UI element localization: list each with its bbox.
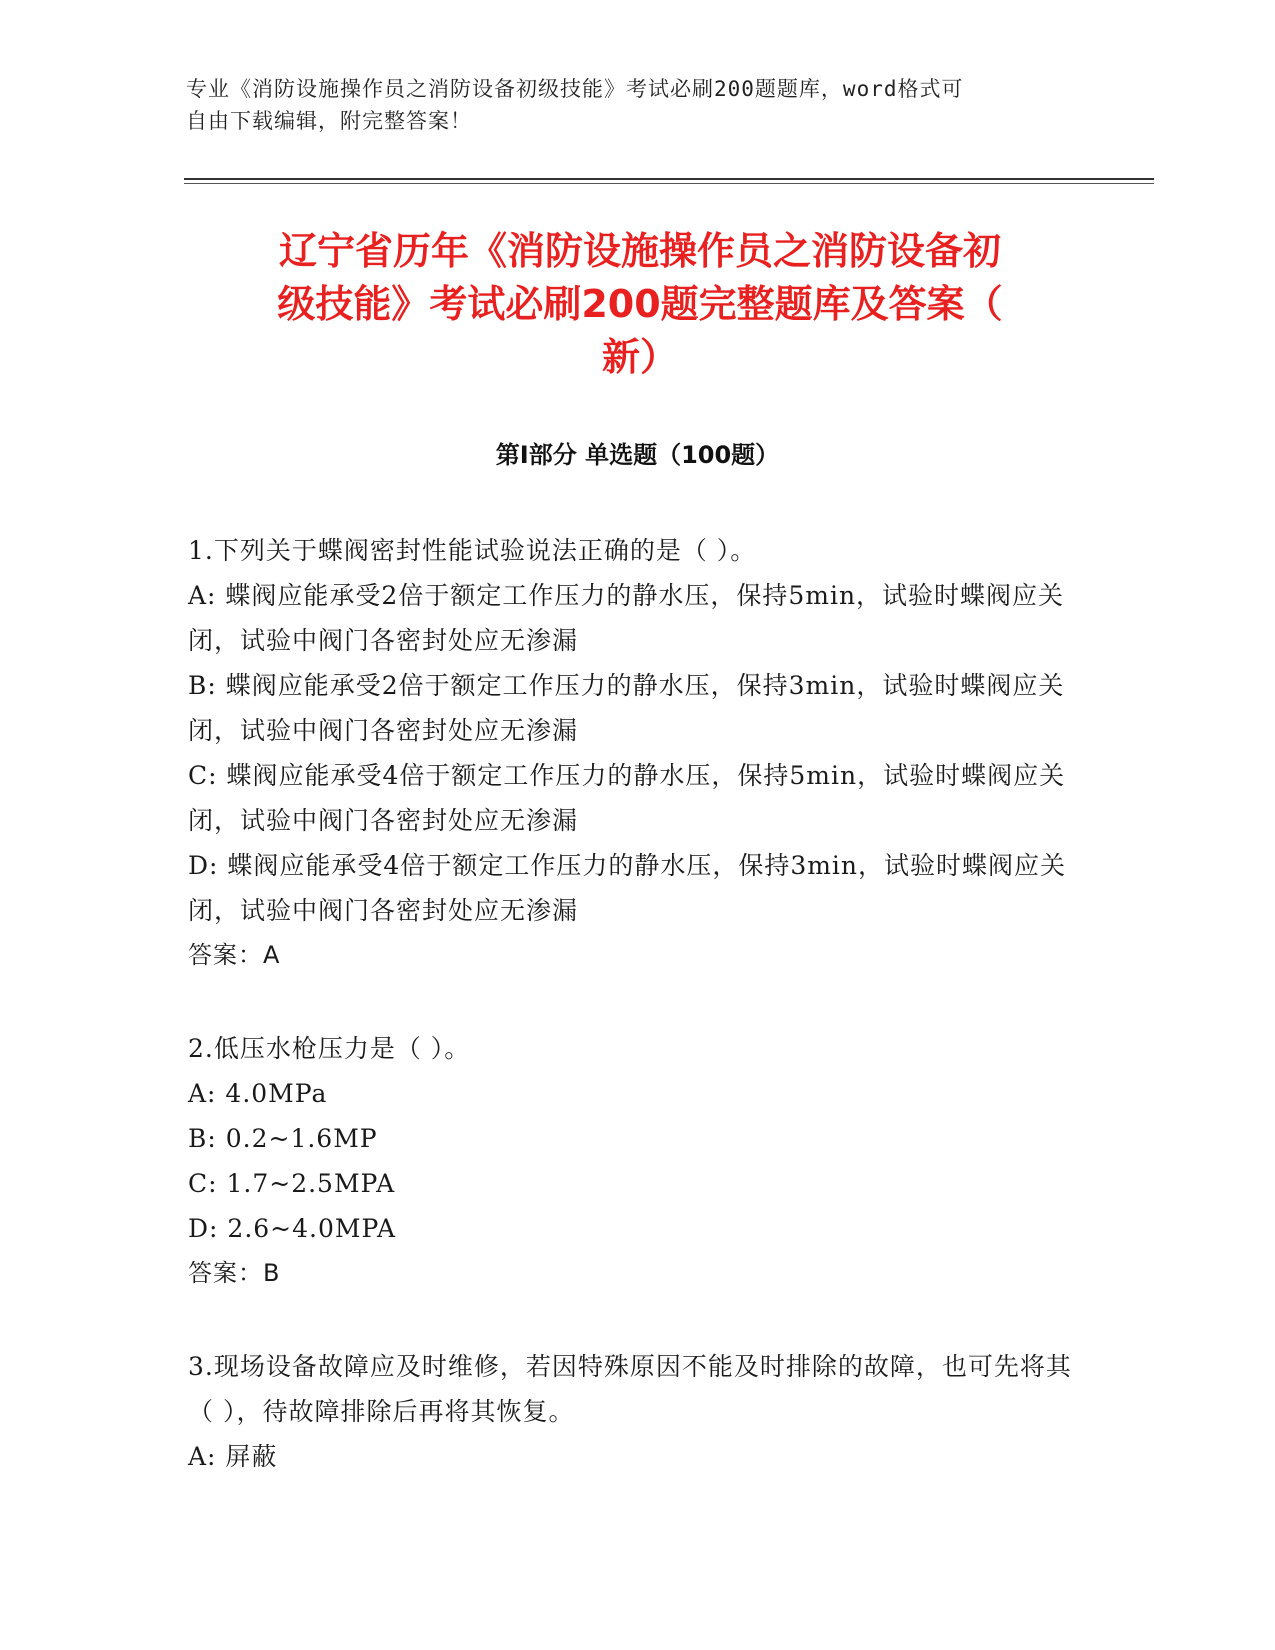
question-stem: 1.下列关于蝶阀密封性能试验说法正确的是（ ）。 xyxy=(188,536,757,565)
option-c: C: 1.7~2.5MPA xyxy=(188,1169,396,1198)
option-d: D: 2.6~4.0MPA xyxy=(188,1214,397,1243)
question-stem: 2.低压水枪压力是（ ）。 xyxy=(188,1034,471,1063)
intro-line-2: 自由下载编辑，附完整答案！ xyxy=(186,109,472,133)
title-line-1: 辽宁省历年《消防设施操作员之消防设备初 xyxy=(278,229,1001,273)
question-stem: 3.现场设备故障应及时维修，若因特殊原因不能及时排除的故障，也可先将其（ ），待故障排除后再将其恢复。 xyxy=(188,1352,1072,1426)
title-line-2: 级技能》考试必刷200题完整题库及答案（ xyxy=(277,282,1003,326)
intro-text xyxy=(186,73,1066,137)
answer-text: 答案：B xyxy=(188,1259,281,1287)
intro-line-1: 专业《消防设施操作员之消防设备初级技能》考试必刷200题题库，word格式可 xyxy=(186,77,964,101)
question-2 xyxy=(188,1026,1088,1296)
option-b: B: 蝶阀应能承受2倍于额定工作压力的静水压，保持3min，试验时蝶阀应关闭，试验中阀门各密封处应无渗漏 xyxy=(188,671,1065,745)
option-a: A: 屏蔽 xyxy=(188,1442,278,1471)
option-b: B: 0.2~1.6MP xyxy=(188,1124,378,1153)
header-divider-thin xyxy=(184,183,1154,184)
option-d: D: 蝶阀应能承受4倍于额定工作压力的静水压，保持3min，试验时蝶阀应关闭，试验中阀门各密封处应无渗漏 xyxy=(188,851,1067,925)
header-divider xyxy=(184,178,1154,180)
option-c: C: 蝶阀应能承受4倍于额定工作压力的静水压，保持5min，试验时蝶阀应关闭，试验中阀门各密封处应无渗漏 xyxy=(188,761,1066,835)
question-1 xyxy=(188,528,1088,978)
title-line-3: 新） xyxy=(601,335,678,379)
document-title xyxy=(190,225,1090,384)
question-3 xyxy=(188,1344,1088,1479)
option-a: A: 蝶阀应能承受2倍于额定工作压力的静水压，保持5min，试验时蝶阀应关闭，试验中阀门各密封处应无渗漏 xyxy=(188,581,1065,655)
answer-text: 答案：A xyxy=(188,941,281,969)
option-a: A: 4.0MPa xyxy=(188,1079,328,1108)
section-title: 第I部分 单选题（100题） xyxy=(495,441,780,469)
